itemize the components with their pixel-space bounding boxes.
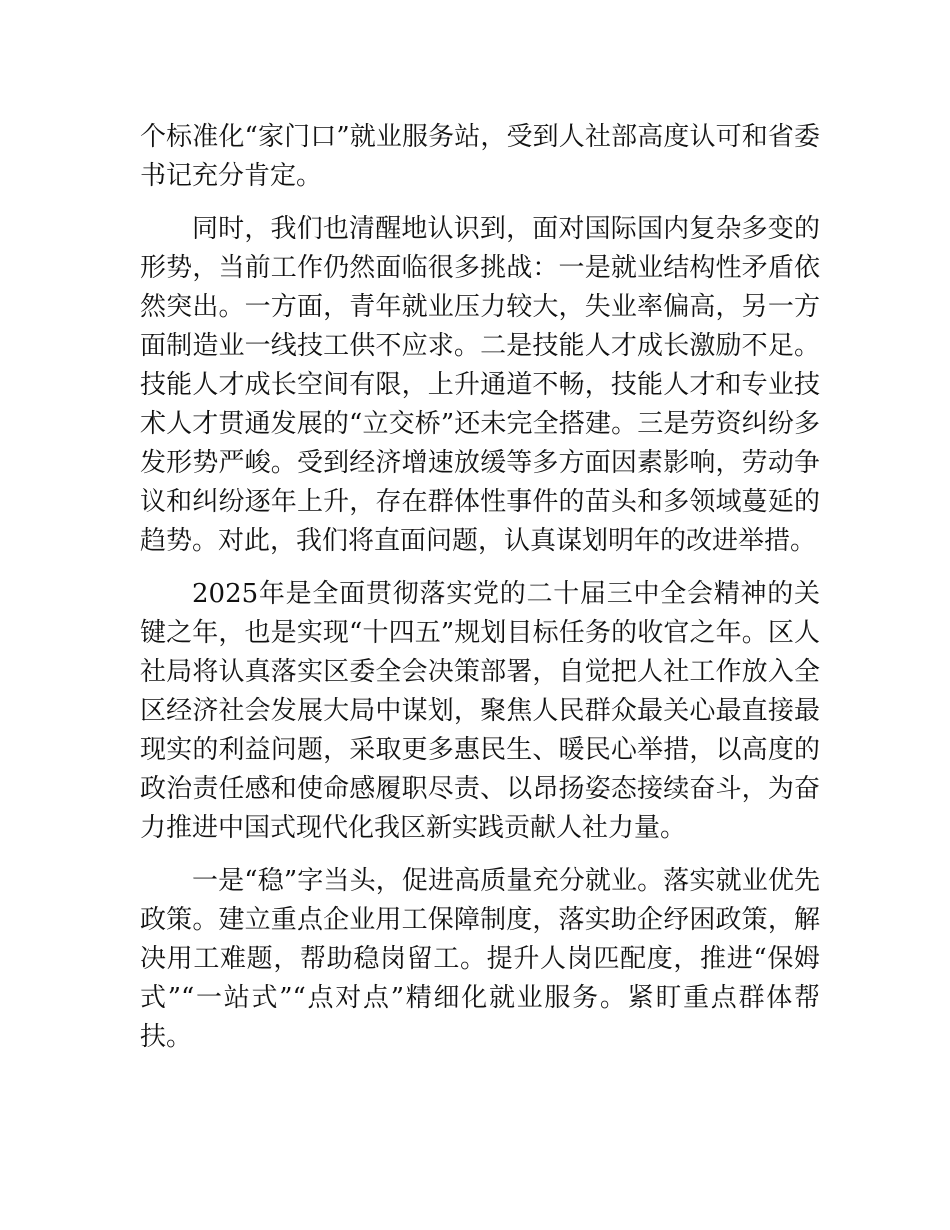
paragraph-2025-plan: 2025年是全面贯彻落实党的二十届三中全会精神的关键之年，也是实现“十四五”规划目标任务的收官之年。区人社局将认真落实区委全会决策部署，自觉把人社工作放入全区经济社会发展大局中谋划，聚焦人民群众最关心最直接最现实的利益问题，采取更多惠民生、暖民心举措，以高度的政治责任感和使命感履职尽责、以昂扬姿态接续奋斗，为奋力推进中国式现代化我区新实践贡献人社力量。 [140,579,820,843]
paragraph-challenges: 同时，我们也清醒地认识到，面对国际国内复杂多变的形势，当前工作仍然面临很多挑战：一是就业结构性矛盾依然突出。一方面，青年就业压力较大，失业率偏高，另一方面制造业一线技工供不应求。二是技能人才成长激励不足。技能人才成长空间有限，上升通道不畅，技能人才和专业技术人才贯通发展的“立交桥”还未完全搭建。三是劳资纠纷多发形势严峻。受到经济增速放缓等多方面因素影响，劳动争议和纠纷逐年上升，存在群体性事件的苗头和多领域蔓延的趋势。对此，我们将直面问题，认真谋划明年的改进举措。 [140,214,820,556]
paragraph-continued: 个标准化“家门口”就业服务站，受到人社部高度认可和省委书记充分肯定。 [140,122,820,191]
document-page [140,118,820,1071]
paragraph-employment: 一是“稳”字当头，促进高质量充分就业。落实就业优先政策。建立重点企业用工保障制度，落实助企纾困政策，解决用工难题，帮助稳岗留工。提升人岗匹配度，推进“保姆式”“一站式”“点对点”精细化就业服务。紧盯重点群体帮扶。 [140,866,820,1052]
